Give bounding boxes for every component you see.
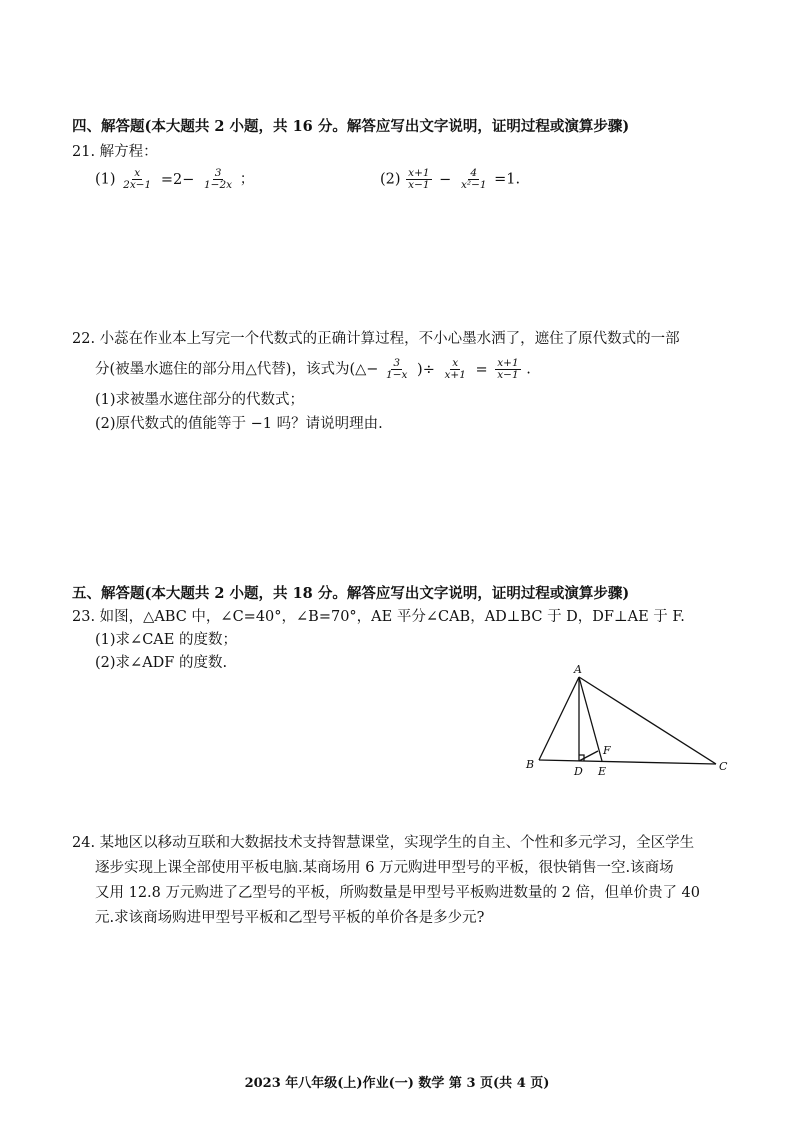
question-22-text: 分(被墨水遮住的部分用△代替)，该式为(△− bbox=[95, 361, 379, 378]
operator: )÷ bbox=[417, 361, 435, 378]
vertex-label-c: C bbox=[719, 760, 728, 773]
fraction: $\frac{x}{x+1}$ bbox=[444, 357, 466, 381]
question-23-sub-2: (2)求∠ADF 的度数. bbox=[95, 655, 228, 671]
part-label: (1) bbox=[95, 171, 116, 188]
question-22-line-2 bbox=[95, 358, 531, 381]
question-22-sub-1: (1)求被墨水遮住部分的代数式； bbox=[95, 392, 305, 408]
vertex-label-b: B bbox=[526, 758, 535, 771]
point-label-e: E bbox=[598, 765, 607, 778]
segment-ab bbox=[539, 677, 579, 760]
question-24-line-1: 24. 某地区以移动互联和大数据技术支持智慧课堂，实现学生的自主、个性和多元学习，全区学生 bbox=[72, 835, 695, 851]
point-label-d: D bbox=[574, 765, 583, 778]
operator: =2− bbox=[160, 171, 195, 188]
question-21-part-1 bbox=[95, 168, 254, 191]
fraction: $\frac{x}{2x-1}$ bbox=[123, 167, 152, 191]
fraction: $\frac{4}{\text{x²−1}}$ bbox=[460, 167, 487, 191]
operator: = bbox=[475, 361, 488, 378]
question-24-line-4: 元.求该商场购进甲型号平板和乙型号平板的单价各是多少元? bbox=[95, 910, 485, 926]
part-label: (2) bbox=[380, 171, 401, 188]
fraction: $\frac{x+1}{x-1}$ bbox=[497, 357, 519, 381]
fraction: $\frac{3}{1-2x}$ bbox=[204, 167, 233, 191]
page-footer: 2023 年八年级(上)作业(一) 数学 第 3 页(共 4 页) bbox=[244, 1076, 550, 1091]
question-21-stem: 21. 解方程： bbox=[72, 144, 158, 160]
punctuation: ； bbox=[239, 171, 255, 188]
question-23-stem: 23. 如图，△ABC 中，∠C=40°，∠B=70°，AE 平分∠CAB，AD⊥BC 于 D，DF⊥AE 于 F. bbox=[72, 609, 685, 625]
question-22-line-1: 22. 小蕊在作业本上写完一个代数式的正确计算过程，不小心墨水洒了，遮住了原代数式的一部 bbox=[72, 331, 680, 347]
fraction: $\frac{3}{1-x}$ bbox=[386, 357, 408, 381]
vertex-label-a: A bbox=[574, 663, 582, 676]
punctuation: . bbox=[526, 361, 531, 378]
question-21-part-2 bbox=[380, 168, 520, 191]
segment-df bbox=[579, 751, 598, 761]
question-22-sub-2: (2)原代数式的值能等于 −1 吗？请说明理由. bbox=[95, 416, 383, 432]
section-4-heading: 四、解答题(本大题共 2 小题，共 16 分。解答应写出文字说明，证明过程或演算步骤) bbox=[72, 118, 630, 135]
segment-bc bbox=[539, 760, 716, 764]
section-5-heading: 五、解答题(本大题共 2 小题，共 18 分。解答应写出文字说明，证明过程或演算步骤) bbox=[72, 585, 630, 602]
question-24-line-2: 逐步实现上课全部使用平板电脑.某商场用 6 万元购进甲型号的平板，很快销售一空.该商场 bbox=[95, 860, 674, 876]
equation-rhs: =1. bbox=[494, 171, 521, 188]
triangle-figure bbox=[520, 660, 740, 780]
fraction: $\frac{x+1}{x-1}$ bbox=[408, 167, 430, 191]
point-label-f: F bbox=[603, 744, 611, 757]
question-24-line-3: 又用 12.8 万元购进了乙型号的平板，所购数量是甲型号平板购进数量的 2 倍，但单价贵了 40 bbox=[95, 885, 701, 901]
operator: − bbox=[439, 171, 452, 188]
question-23-sub-1: (1)求∠CAE 的度数； bbox=[95, 632, 237, 648]
